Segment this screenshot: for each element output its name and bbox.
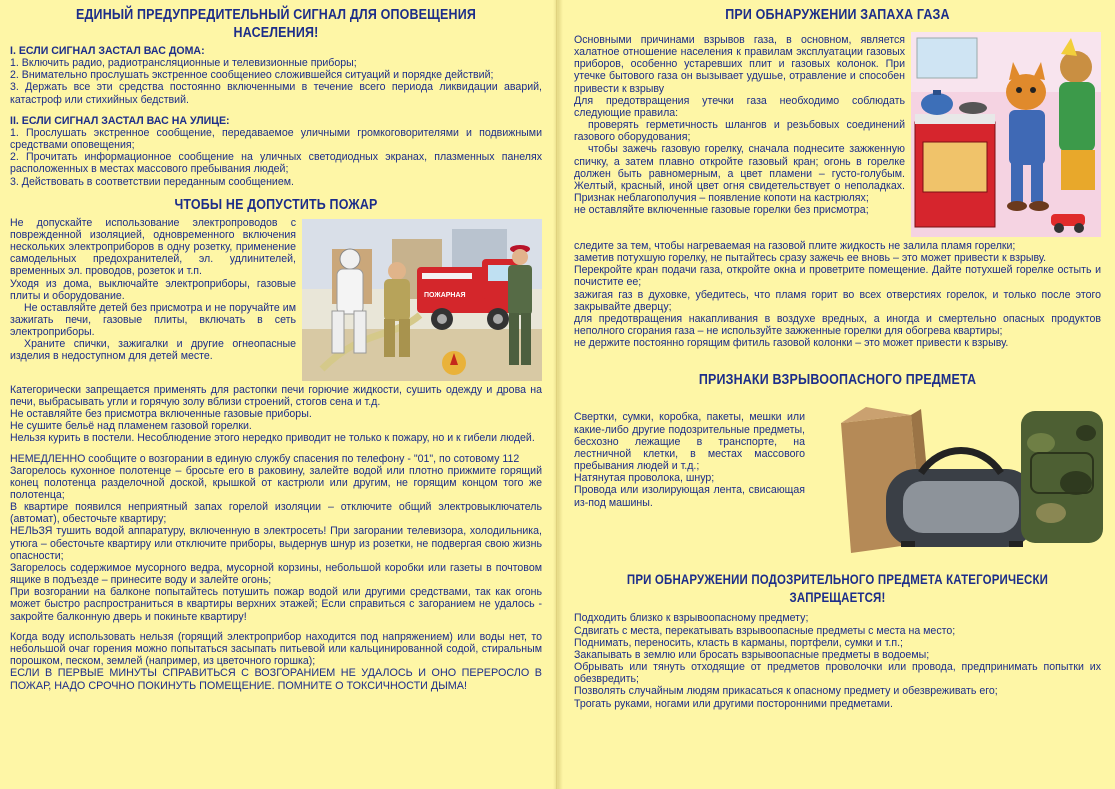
no-water-alternative: Когда воду использовать нельзя (горящий электроприбор находится под напряжением) или воды нет, то небольшой очаг горения можно попытаться засыпать питьевой или кальцинированной содой, стиральным порошком, песком, землей (например, из цветочного горшка);: [10, 630, 542, 667]
street-heading: II. ЕСЛИ СИГНАЛ ЗАСТАЛ ВАС НА УЛИЦЕ:: [10, 114, 230, 127]
warning-signal-title: ЕДИНЫЙ ПРЕДУПРЕДИТЕЛЬНЫЙ СИГНАЛ ДЛЯ ОПОВЕЩЕНИЯ НАСЕЛЕНИЯ!: [76, 7, 476, 41]
fire-rule-1: Не допускайте использование электропроводов с поврежденной изоляцией, одновременного включения нескольких электроприборов в одну розетку, применение самодельных предохранителей, эл. удлинителей, временных эл. проводов, розеток и т.п.: [10, 216, 296, 278]
fire-rule-5: Категорически запрещается применять для растопки печи горючие жидкости, сушить одежду и дрова на печи, выбрасывать угли и горячую золу вблизи строений, стогов сена и т.д.: [10, 383, 542, 408]
gas-rule-oven: зажигая газ в духовке, убедитесь, что пламя горит во всех отверстиях горелок, и только после этого закрывайте дверцу;: [574, 288, 1101, 313]
gas-rule-extinguished: заметив потухшую горелку, не пытайтесь сразу зажечь ее вновь – это может привести к взрыву.: [574, 252, 1047, 265]
gas-rule-liquid: следите за тем, чтобы нагреваемая на газовой плите жидкость не залила пламя горелки;: [574, 240, 1016, 252]
balcony-fire: При возгорании на балконе попытайтесь потушить пожар водой или другими средствами, так как огонь может быстро распространиться в квартиры верхних этажей; Если справиться с загоранием не удалось - закройте балконную дверь и покиньте квартиру!: [10, 586, 542, 623]
forbidden-item-3: Поднимать, переносить, класть в карманы, портфели, сумки и т.п.;: [574, 636, 903, 649]
fire-rule-6: Не оставляйте без присмотра включенные газовые приборы.: [10, 408, 312, 421]
gas-smell-title: ПРИ ОБНАРУЖЕНИИ ЗАПАХА ГАЗА: [725, 7, 950, 23]
trash-fire: Загорелось содержимое мусорного ведра, мусорной корзины, небольшой коробки или газеты в почтовом ящике в подъезде – принесите воду и залейте огонь;: [10, 561, 542, 587]
gas-causes: Основными причинами взрывов газа, в основном, является халатное отношение населения к правилам эксплуатации газовых приборов, особенно устаревших плит и газовых колонок. При утечке бытового газа он вызывает удушье, отравление и способен привести к взрыву: [574, 34, 905, 95]
explosive-sign-3: Провода или изолирующая лента, свисающая из-под машины.: [574, 484, 805, 509]
truck-label: ПОЖАРНАЯ: [424, 291, 466, 299]
left-page: [0, 0, 557, 789]
kitchen-cartoon-illustration: [911, 32, 1101, 237]
fire-rule-4: Храните спички, зажигалки и другие огнеопасные изделия в недоступном для детей месте.: [10, 338, 296, 363]
forbidden-item-5: Обрывать или тянуть отходящие от предметов проволочки или провода, предпринимать попытки их обезвредить;: [574, 661, 1101, 686]
home-item-2: 2. Внимательно прослушать экстренное сообщениео сложившейся ситуаций и порядке действий;: [10, 69, 494, 82]
gas-prevention-intro: Для предотвращения утечки газа необходимо соблюдать следующие правила:: [574, 94, 905, 119]
evacuate-warning: ЕСЛИ В ПЕРВЫЕ МИНУТЫ СПРАВИТЬСЯ С ВОЗГОРАНИЕМ НЕ УДАЛОСЬ И ОНО ПЕРЕРОСЛО В ПОЖАР, НАДО СРОЧНО ПОКИНУТЬ ПОМЕЩЕНИЕ. ПОМНИТЕ О ТОКСИЧНОСТИ ДЫМА!: [10, 667, 542, 692]
towel-fire: Загорелось кухонное полотенце – бросьте его в раковину, залейте водой или плотно прижмите горящий конец полотенца разделочной доской, крышкой от кастрюли или другим, не горящим концом того же полотенца;: [10, 464, 542, 501]
explosive-signs-title: ПРИЗНАКИ ВЗРЫВООПАСНОГО ПРЕДМЕТА: [698, 372, 977, 389]
wolf-character: [1059, 38, 1095, 190]
gas-smell-section: [574, 6, 1101, 349]
gas-rule-wick: не держите постоянно горящим фитиль газовой колонки – это может привести к взрыву.: [574, 337, 1009, 350]
fire-rule-8: Нельзя курить в постели. Несоблюдение этого нередко приводит не только к пожару, но и к гибели людей.: [10, 432, 535, 445]
fire-rule-2: Уходя из дома, выключайте электроприборы, газовые плиты и оборудование.: [10, 277, 296, 302]
fire-prevention-section: [10, 196, 542, 693]
no-water-electrics: НЕЛЬЗЯ тушить водой аппаратуру, включенную в электросеть! При загорании телевизора, холодильника, утюга – обесточьте квартиру или отключите приборы, выдернув шнур из розетки, не подвергая свою жизнь опасности;: [10, 525, 542, 562]
home-item-3: 3. Держать все эти средства постоянно включенными в течение всего периода ликвидации аварий, катастроф или стихийных бедствий.: [10, 81, 542, 106]
home-heading: I. ЕСЛИ СИГНАЛ ЗАСТАЛ ВАС ДОМА:: [10, 45, 205, 57]
gas-rule-lighting: чтобы зажечь газовую горелку, сначала поднесите зажженную спичку, а затем плавно откройте газовый кран; огонь в горелке должен быть равномерным, а цвет пламени – густо-голубым. Желтый, красный, иной цвет огня свидетельствует о неполадках. Признак неблагополучия – появление копоти на кастрюлях;: [574, 143, 905, 205]
fire-rule-7: Не сушите бельё над пламенем газовой горелки.: [10, 420, 252, 433]
gas-rule-heating: для предотвращения накапливания в воздухе вредных, а иногда и смертельно опасных продуктов неполного сгорания газа – не используйте зажженные горелки для обогрева квартиры;: [574, 312, 1101, 338]
gas-rule-ventilate: Перекройте кран подачи газа, откройте окна и проветрите помещение. Дайте потухшей горелке остыть и почистите ее;: [574, 264, 1101, 289]
explosive-sign-2: Натянутая проволока, шнур;: [574, 472, 715, 485]
street-item-3: 3. Действовать в соответствии переданным сообщением.: [10, 175, 294, 188]
forbidden-item-2: Сдвигать с места, перекатывать взрывоопасные предметы с места на место;: [574, 624, 956, 637]
fire-rule-3: Не оставляйте детей без присмотра и не поручайте им зажигать печи, газовые плиты, включать в сеть электроприборы.: [10, 301, 296, 339]
suspicious-object-title: ПРИ ОБНАРУЖЕНИИ ПОДОЗРИТЕЛЬНОГО ПРЕДМЕТА КАТЕГОРИЧЕСКИ ЗАПРЕЩАЕТСЯ!: [626, 571, 1049, 606]
explosive-signs-section: [574, 371, 1101, 564]
gas-rule-unattended: не оставляйте включенные газовые горелки без присмотра;: [574, 204, 869, 217]
explosive-sign-1: Свертки, сумки, коробка, пакеты, мешки или какие-либо другие подозрительные предметы, бесхозно лежащие в транспорте, на лестничной клетки, в местах массового пребывания людей и т.д.;: [574, 411, 805, 473]
street-item-1: 1. Прослушать экстренное сообщение, передаваемое уличными громкоговорителями и подвижными средствами оповещения;: [10, 126, 542, 152]
insulation-smell: В квартире появился неприятный запах горелой изоляции – отключите общий электровыключатель (автомат), обесточьте квартиру;: [10, 501, 542, 526]
emergency-emblem-icon: [442, 351, 466, 375]
street-item-2: 2. Прочитать информационное сообщение на уличных светодиодных экранах, плазменных панелях расположенных в местах массового пребывания людей;: [10, 151, 542, 176]
right-page: [558, 0, 1115, 789]
stove-icon: [915, 114, 995, 227]
gas-rule-check-hoses: проверять герметичность шлангов и резьбовых соединений газового оборудования;: [574, 119, 905, 144]
backpack-icon: [1021, 411, 1103, 543]
forbidden-item-7: Трогать руками, ногами или другими посторонними предметами.: [574, 697, 893, 710]
fire-prevention-title: ЧТОБЫ НЕ ДОПУСТИТЬ ПОЖАР: [174, 196, 378, 213]
suspicious-object-section: [574, 570, 1101, 709]
forbidden-item-4: Закапывать в землю или бросать взрывоопасные предметы в водоемы;: [574, 648, 930, 661]
firefighters-illustration: [302, 219, 542, 381]
bags-illustration: [811, 393, 1111, 561]
home-item-1: 1. Включить радио, радиотрансляционные и телевизионные приборы;: [10, 57, 357, 70]
warning-signal-section: [10, 6, 542, 188]
forbidden-item-6: Позволять случайным людям прикасаться к опасному предмету и обезвреживать его;: [574, 685, 998, 698]
emergency-call: НЕМЕДЛЕННО сообщите о возгорании в единую службу спасения по телефону - "01", по сотовому 112: [10, 452, 520, 465]
forbidden-item-1: Подходить близко к взрывоопасному предмету;: [574, 612, 809, 625]
